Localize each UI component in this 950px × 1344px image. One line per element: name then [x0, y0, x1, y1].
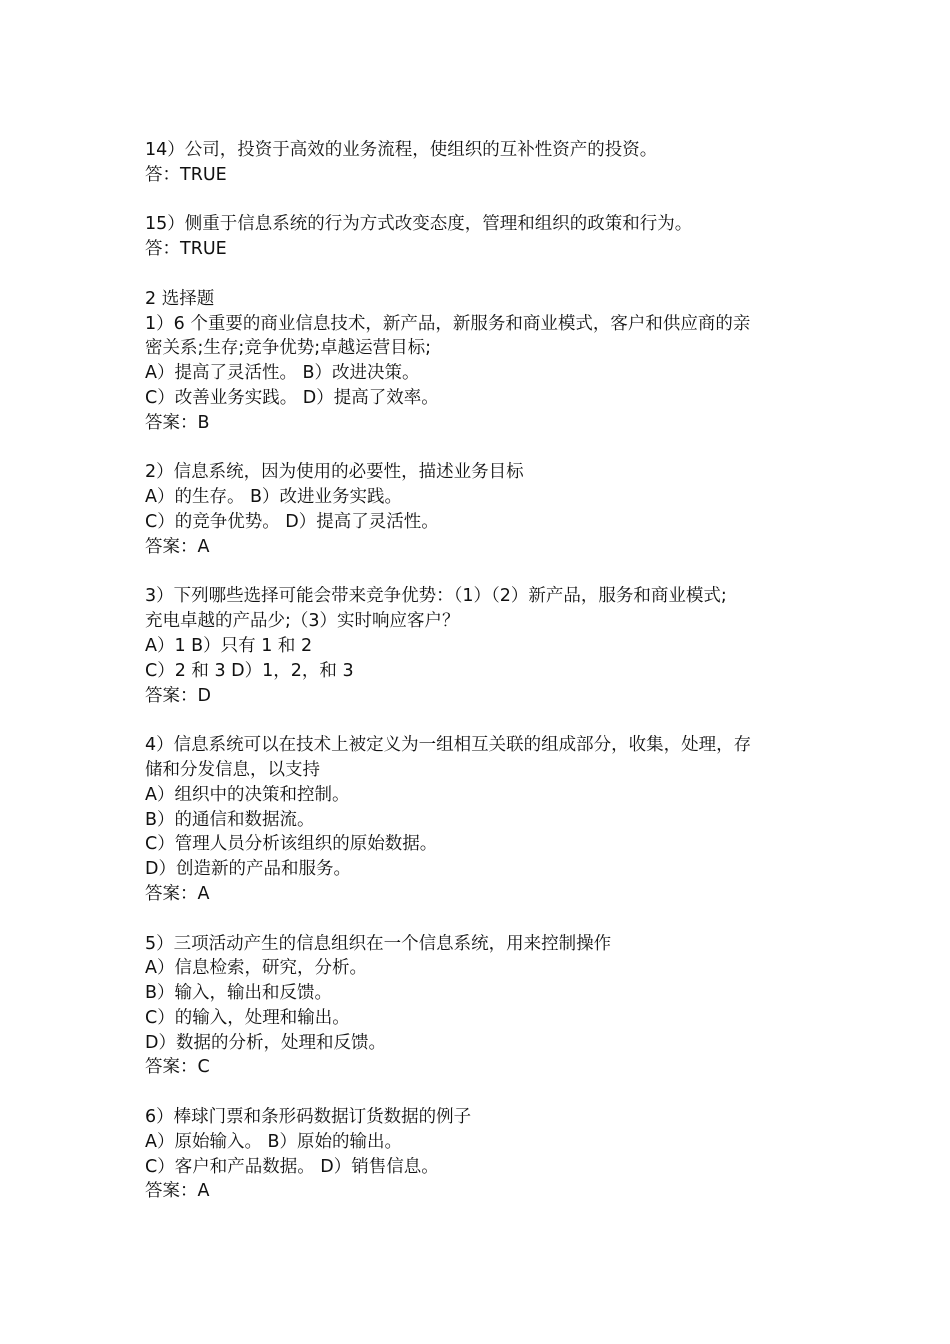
- spacer: [145, 436, 825, 461]
- question-14-text: 14）公司，投资于高效的业务流程，使组织的互补性资产的投资。: [145, 140, 658, 160]
- spacer: [145, 560, 825, 585]
- mc-question-6-answer: 答案：A: [145, 1181, 210, 1202]
- mc-question-4-option-d: D）创造新的产品和服务。: [145, 859, 351, 880]
- question-15-text: 15）侧重于信息系统的行为方式改变态度，管理和组织的政策和行为。: [145, 214, 693, 235]
- mc-question-4-text: 4）信息系统可以在技术上被定义为一组相互关联的组成部分，收集，处理，存: [145, 735, 752, 756]
- mc-question-2-text: 2）信息系统，因为使用的必要性，描述业务目标: [145, 462, 524, 483]
- mc-question-4-option-c: C）管理人员分析该组织的原始数据。: [145, 834, 438, 855]
- spacer: [145, 188, 825, 213]
- question-15-answer: 答：TRUE: [145, 239, 227, 260]
- mc-question-5-option-a: A）信息检索，研究，分析。: [145, 958, 367, 979]
- mc-question-5-option-d: D）数据的分析，处理和反馈。: [145, 1032, 386, 1053]
- mc-question-1-text-cont: 密关系;生存;竞争优势;卓越运营目标;: [145, 338, 432, 359]
- mc-question-4-answer: 答案：A: [145, 883, 210, 904]
- question-14-answer: 答：TRUE: [145, 164, 227, 185]
- spacer: [145, 1080, 825, 1105]
- mc-question-1-options-cd: C）改善业务实践。 D）提高了效率。: [145, 387, 439, 408]
- section-heading: 2 选择题: [145, 288, 215, 309]
- mc-question-6-text: 6）棒球门票和条形码数据订货数据的例子: [145, 1107, 472, 1128]
- mc-question-4-option-a: A）组织中的决策和控制。: [145, 784, 350, 805]
- spacer: [145, 708, 825, 733]
- mc-question-3-text-cont: 充电卓越的产品少;（3）实时响应客户？: [145, 611, 460, 632]
- mc-question-4-option-b: B）的通信和数据流。: [145, 809, 315, 830]
- document-page: [145, 138, 825, 1204]
- mc-question-1-text: 1）6 个重要的商业信息技术，新产品，新服务和商业模式，客户和供应商的亲: [145, 313, 751, 334]
- mc-question-2-options-ab: A）的生存。 B）改进业务实践。: [145, 487, 403, 508]
- mc-question-1-options-ab: A）提高了灵活性。 B）改进决策。: [145, 363, 420, 384]
- mc-question-3-options-cd: C）2 和 3 D）1，2，和 3: [145, 660, 354, 681]
- mc-question-5-option-b: B）输入，输出和反馈。: [145, 983, 333, 1004]
- mc-question-3-answer: 答案：D: [145, 685, 211, 706]
- mc-question-5-option-c: C）的输入，处理和输出。: [145, 1007, 350, 1028]
- mc-question-1-answer: 答案：B: [145, 412, 210, 433]
- spacer: [145, 262, 825, 287]
- mc-question-6-options-ab: A）原始输入。 B）原始的输出。: [145, 1131, 403, 1152]
- spacer: [145, 907, 825, 932]
- mc-question-2-options-cd: C）的竞争优势。 D）提高了灵活性。: [145, 511, 439, 532]
- mc-question-5-text: 5）三项活动产生的信息组织在一个信息系统，用来控制操作: [145, 933, 612, 954]
- mc-question-5-answer: 答案：C: [145, 1057, 210, 1078]
- mc-question-2-answer: 答案：A: [145, 536, 210, 557]
- mc-question-4-text-cont: 储和分发信息，以支持: [145, 759, 320, 780]
- mc-question-3-text: 3）下列哪些选择可能会带来竞争优势：（1）（2）新产品，服务和商业模式;: [145, 586, 727, 607]
- mc-question-3-options-ab: A）1 B）只有 1 和 2: [145, 635, 313, 656]
- mc-question-6-options-cd: C）客户和产品数据。 D）销售信息。: [145, 1156, 439, 1177]
